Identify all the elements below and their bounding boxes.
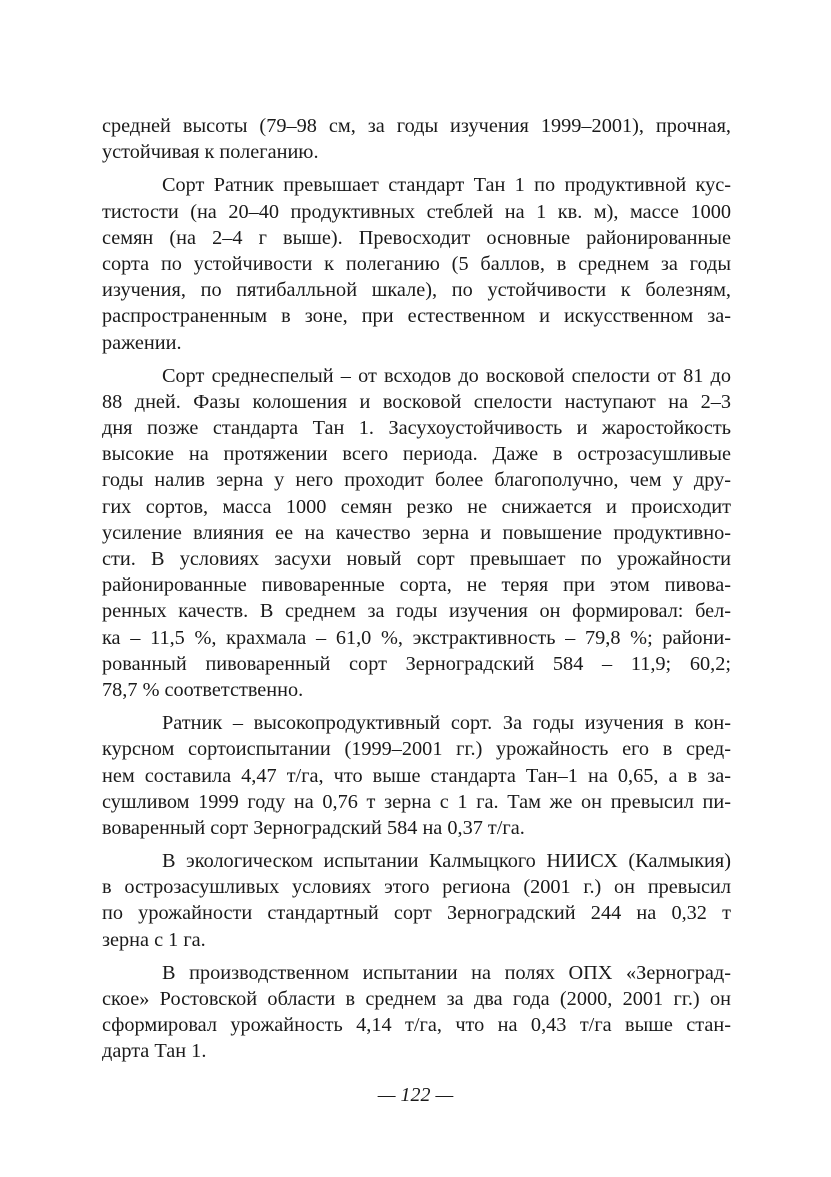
text-line: ское» Ростовской области в среднем за два года (2000, 2001 гг.) он [102,988,731,1010]
text-line: рованный пивоваренный сорт Зерноградский 584 – 11,9; 60,2; [102,652,731,675]
text-line: районированные пивоваренные сорта, не теряя при этом пивова- [102,574,731,597]
text-line: сформировал урожайность 4,14 т/га, что на 0,43 т/га выше стан- [102,1014,731,1037]
text-line: по урожайности стандартный сорт Зерноградский 244 на 0,32 т [102,902,731,925]
text-line: дарта Тан 1. [102,1040,207,1063]
text-line: воваренный сорт Зерноградский 584 на 0,37 т/га. [102,816,525,839]
text-line: ренных качеств. В среднем за годы изучения он формировал: бел- [102,600,731,623]
text-line: Сорт среднеспелый – от всходов до восковой спелости от 81 до [162,364,731,387]
text-line: годы налив зерна у него проходит более благополучно, чем у дру- [102,469,731,492]
text-line: нем составила 4,47 т/га, что выше стандарта Тан–1 на 0,65, а в за- [102,764,731,787]
text-line: В производственном испытании на полях ОПХ «Зерноград- [162,961,731,984]
text-line: семян (на 2–4 г выше). Превосходит основные районированные [102,226,731,249]
text-line: 78,7 % соответственно. [102,678,304,701]
text-line: ка – 11,5 %, крахмала – 61,0 %, экстрактивность – 79,8 %; райони- [102,626,731,649]
text-line: сти. В условиях засухи новый сорт превышает по урожайности [102,548,731,570]
body-text [102,113,731,1065]
text-line: тистости (на 20–40 продуктивных стеблей на 1 кв. м), массе 1000 [102,200,731,223]
text-line: средней высоты (79–98 см, за годы изучения 1999–2001), прочная, [102,115,731,137]
text-line: дня позже стандарта Тан 1. Засухоустойчивость и жаростойкость [102,417,731,440]
text-line: 88 дней. Фазы колошения и восковой спелости наступают на 2–3 [102,390,731,413]
text-line: высокие на протяжении всего периода. Даже в острозасушливые [102,443,731,466]
text-line: гих сортов, масса 1000 семян резко не снижается и происходит [102,495,731,518]
text-line: зерна с 1 га. [102,928,206,951]
text-line: В экологическом испытании Калмыцкого НИИСХ (Калмыкия) [162,850,731,873]
text-line: сушливом 1999 году на 0,76 т зерна с 1 га. Там же он превысил пи- [102,790,731,813]
text-line: усиление влияния ее на качество зерна и повышение продуктивно- [102,521,731,544]
text-line: курсном сортоиспытании (1999–2001 гг.) урожайность его в сред- [102,738,731,761]
page-number: — 122 — [377,1084,454,1106]
text-line: сорта по устойчивости к полеганию (5 баллов, в среднем за годы [102,252,731,275]
text-line: устойчивая к полеганию. [102,141,319,164]
text-line: Сорт Ратник превышает стандарт Тан 1 по продуктивной кус- [162,174,731,197]
text-line: Ратник – высокопродуктивный сорт. За годы изучения в кон- [162,712,731,735]
text-line: распространенным в зоне, при естественном и искусственном за- [102,305,731,328]
text-line: изучения, по пятибалльной шкале), по устойчивости к болезням, [102,279,731,302]
text-line: в острозасушливых условиях этого региона (2001 г.) он превысил [102,876,731,899]
text-line: ражении. [102,331,182,354]
